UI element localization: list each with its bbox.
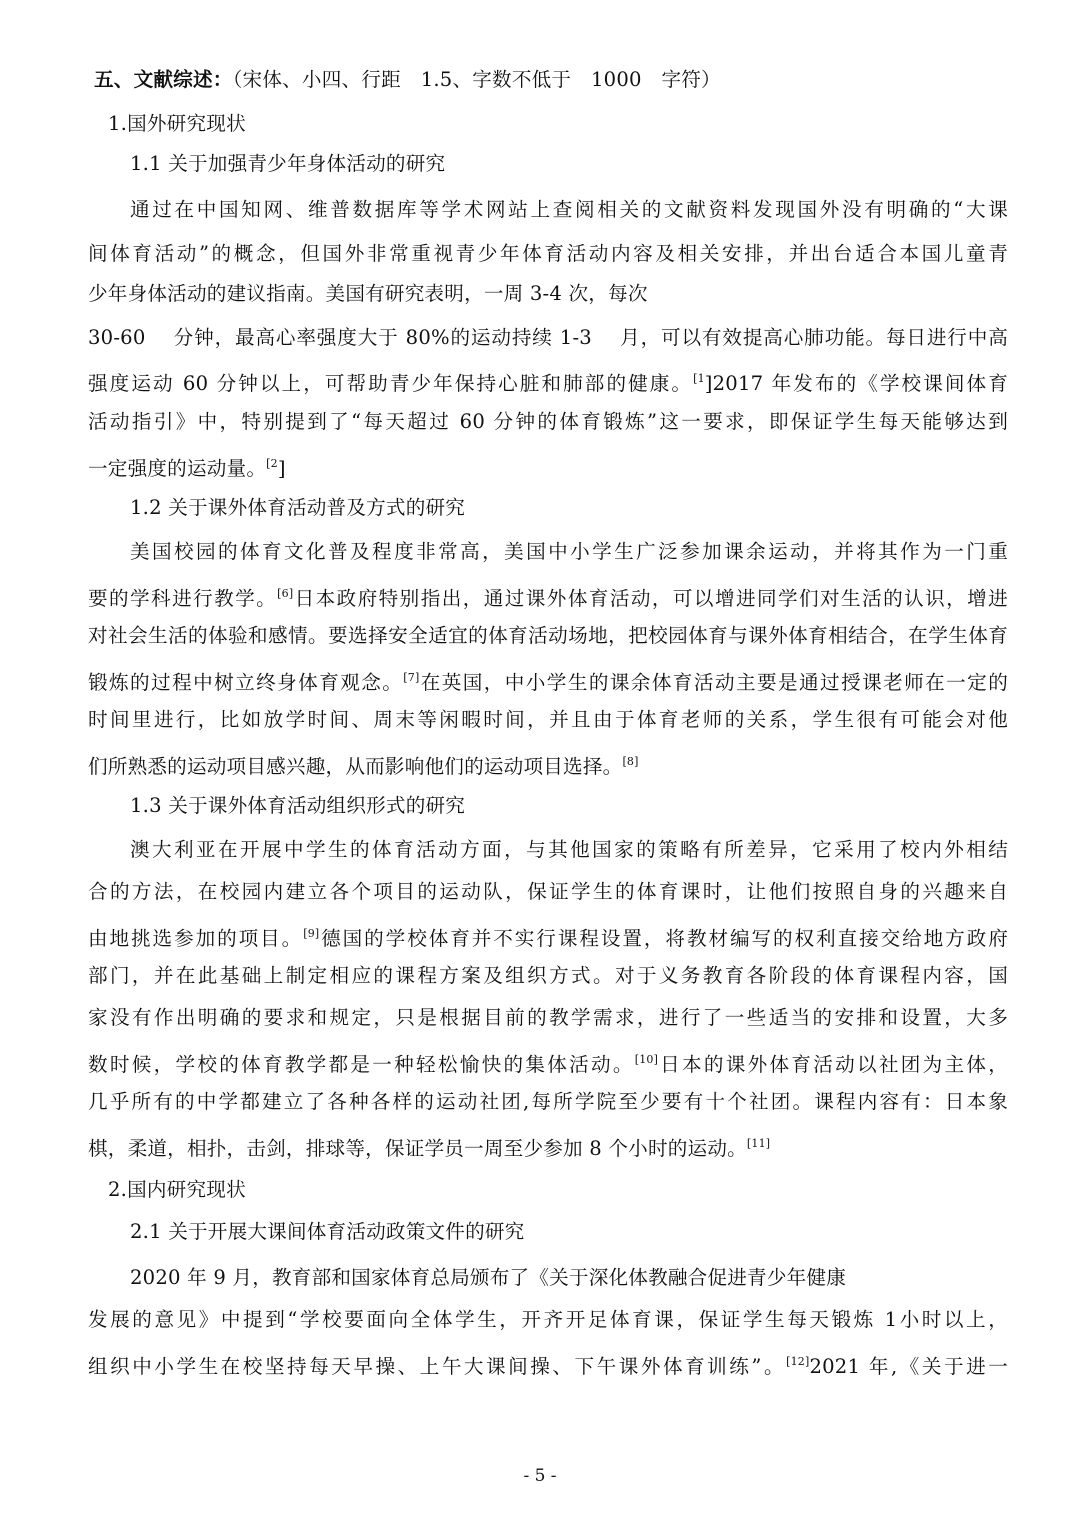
paragraph-line: 间体育活动”的概念，但国外非常重视青少年体育活动内容及相关安排，并出台适合本国儿童青 xyxy=(88,242,1008,265)
paragraph-line: 通过在中国知网、维普数据库等学术网站上查阅相关的文献资料发现国外没有明确的“大课 xyxy=(130,198,1008,221)
subheading-foreign: 1.国外研究现状 xyxy=(108,112,246,135)
paragraph-line: 美国校园的体育文化普及程度非常高，美国中小学生广泛参加课余运动，并将其作为一门重 xyxy=(130,540,1008,563)
paragraph-line: 发展的意见》中提到“学校要面向全体学生，开齐开足体育课，保证学生每天锻炼 1小时以上， xyxy=(88,1308,1008,1331)
heading-title: 五、文献综述： xyxy=(94,68,233,91)
paragraph-line xyxy=(88,357,1008,401)
paragraph-line: 对社会生活的体验和感情。要选择安全适宜的体育活动场地，把校园体育与课外体育相结合，在学生体育 xyxy=(88,624,1008,647)
citation-ref: [12] xyxy=(786,1355,810,1368)
text-run: 锻炼的过程中树立终身体育观念。 xyxy=(88,671,404,694)
text-run: 日本政府特别指出，通过课外体育活动，可以增进同学们对生活的认识，增进 xyxy=(293,587,1008,610)
text-run: ] xyxy=(277,457,286,480)
text-run: 棋，柔道，相扑，击剑，排球等，保证学员一周至少参加 8 个小时的运动。 xyxy=(88,1137,747,1160)
page-number: - 5 - xyxy=(523,1466,557,1486)
text-run: ]2017 年发布的《学校课间体育 xyxy=(704,372,1008,395)
citation-ref: [6] xyxy=(277,587,294,600)
subheading-domestic: 2.国内研究现状 xyxy=(108,1178,246,1201)
citation-ref: [2 xyxy=(266,457,278,470)
paragraph-line: 部门，并在此基础上制定相应的课程方案及组织方式。对于义务教育各阶段的体育课程内容，国 xyxy=(88,964,1008,987)
text-run: 2021 年,《关于进一 xyxy=(809,1355,1008,1378)
paragraph-line: 2020 年 9 月，教育部和国家体育总局颁布了《关于深化体教融合促进青少年健康 xyxy=(130,1266,847,1289)
paragraph-line xyxy=(88,1122,1008,1166)
paragraph-line xyxy=(88,442,1008,486)
section-heading xyxy=(94,58,1014,102)
subheading-1-3: 1.3 关于课外体育活动组织形式的研究 xyxy=(130,794,466,817)
text-run: 数时候，学校的体育教学都是一种轻松愉快的集体活动。 xyxy=(88,1053,635,1076)
subheading-1-1: 1.1 关于加强青少年身体活动的研究 xyxy=(130,152,446,175)
paragraph-line: 澳大利亚在开展中学生的体育活动方面，与其他国家的策略有所差异，它采用了校内外相结 xyxy=(130,838,1008,861)
paragraph-line: 时间里进行，比如放学时间、周末等闲暇时间，并且由于体育老师的关系，学生很有可能会对他 xyxy=(88,708,1008,731)
citation-ref: [7] xyxy=(403,671,420,684)
paragraph-line xyxy=(88,1038,1008,1082)
paragraph-line xyxy=(88,912,1008,956)
paragraph-line xyxy=(88,656,1008,700)
citation-ref: [8] xyxy=(622,755,639,768)
text-run: 日本的课外体育活动以社团为主体， xyxy=(658,1053,1009,1076)
paragraph-line xyxy=(88,1340,1008,1384)
paragraph-line: 活动指引》中，特别提到了“每天超过 60 分钟的体育锻炼”这一要求，即保证学生每天能够达到 xyxy=(88,410,1008,433)
paragraph-line: 几乎所有的中学都建立了各种各样的运动社团,每所学院至少要有十个社团。课程内容有：日本象 xyxy=(88,1090,1008,1113)
text-run: 德国的学校体育并不实行课程设置，将教材编写的权利直接交给地方政府 xyxy=(319,927,1009,950)
paragraph-line: 家没有作出明确的要求和规定，只是根据目前的教学需求，进行了一些适当的安排和设置，大多 xyxy=(88,1006,1008,1029)
citation-ref: [10] xyxy=(634,1053,659,1066)
heading-note: （宋体、小四、行距 1.5、字数不低于 1000 字符） xyxy=(232,68,721,91)
text-run: 组织中小学生在校坚持每天早操、上午大课间操、下午课外体育训练”。 xyxy=(88,1355,787,1378)
citation-ref: [9] xyxy=(303,927,320,940)
paragraph-line: 30-60 分钟，最高心率强度大于 80%的运动持续 1-3 月，可以有效提高心肺功能。每日进行中高 xyxy=(88,326,1008,349)
paragraph-line xyxy=(88,740,1008,784)
text-run: 在英国，中小学生的课余体育活动主要是通过授课老师在一定的 xyxy=(419,671,1008,694)
text-run: 们所熟悉的运动项目感兴趣，从而影响他们的运动项目选择。 xyxy=(88,755,623,778)
paragraph-line xyxy=(88,572,1008,616)
subheading-2-1: 2.1 关于开展大课间体育活动政策文件的研究 xyxy=(130,1220,525,1243)
paragraph-line: 少年身体活动的建议指南。美国有研究表明，一周 3-4 次，每次 xyxy=(88,282,648,305)
citation-ref: [1 xyxy=(693,372,705,385)
text-run: 一定强度的运动量。 xyxy=(88,457,267,480)
paragraph-line: 合的方法，在校园内建立各个项目的运动队，保证学生的体育课时，让他们按照自身的兴趣来自 xyxy=(88,880,1008,903)
text-run: 要的学科进行教学。 xyxy=(88,587,278,610)
citation-ref: [11] xyxy=(746,1137,771,1150)
subheading-1-2: 1.2 关于课外体育活动普及方式的研究 xyxy=(130,496,466,519)
text-run: 强度运动 60 分钟以上，可帮助青少年保持心脏和肺部的健康。 xyxy=(88,372,694,395)
text-run: 由地挑选参加的项目。 xyxy=(88,927,304,950)
